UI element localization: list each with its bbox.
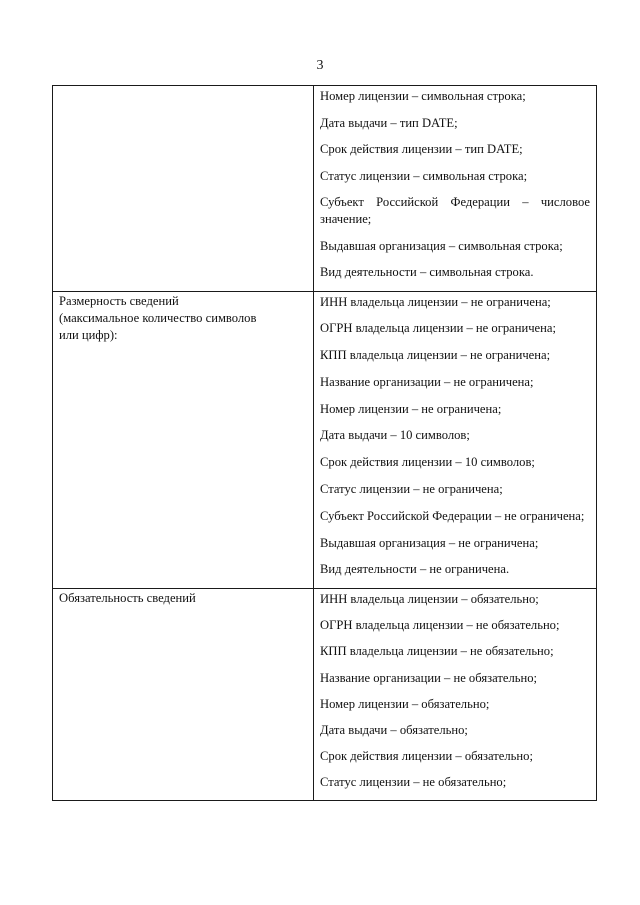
list-item: Выдавшая организация – символьная строка;	[320, 238, 563, 253]
list-item: ОГРН владельца лицензии – не ограничена;	[320, 321, 556, 336]
list-item: Вид деятельности – символьная строка.	[320, 265, 534, 279]
list-item: Срок действия лицензии – тип DATE;	[320, 142, 523, 156]
list-item: Дата выдачи – обязательно;	[320, 722, 468, 737]
list-item: Статус лицензии – не ограничена;	[320, 482, 503, 497]
list-item: КПП владельца лицензии – не обязательно;	[320, 644, 554, 659]
row-values-cell	[314, 86, 597, 292]
list-item: Статус лицензии – символьная строка;	[320, 168, 528, 183]
list-item: Номер лицензии – обязательно;	[320, 696, 490, 711]
row-label-cell	[53, 291, 314, 589]
table-row	[53, 86, 597, 292]
list-item: Субъект Российской Федерации – не ограничена;	[320, 508, 585, 523]
list-item: ИНН владельца лицензии – обязательно;	[320, 592, 539, 607]
row-label: Обязательность сведений	[59, 591, 196, 606]
row-label-cell	[53, 589, 314, 801]
page-number: 3	[316, 58, 324, 73]
row-values-cell	[314, 291, 597, 589]
list-item: Название организации – не обязательно;	[320, 670, 538, 685]
list-item: Выдавшая организация – не ограничена;	[320, 535, 539, 550]
list-item: Дата выдачи – 10 символов;	[320, 428, 470, 443]
row-label-cell	[53, 86, 314, 292]
list-item: Статус лицензии – не обязательно;	[320, 774, 507, 789]
list-item: ОГРН владельца лицензии – не обязательно;	[320, 618, 560, 633]
table-row	[53, 291, 597, 589]
list-item: КПП владельца лицензии – не ограничена;	[320, 348, 551, 363]
row-label: Размерность сведений (максимальное количество символов или цифр):	[59, 293, 257, 342]
list-item: Номер лицензии – не ограничена;	[320, 401, 502, 416]
list-item: ИНН владельца лицензии – не ограничена;	[320, 294, 551, 309]
list-item: Название организации – не ограничена;	[320, 374, 534, 389]
table-row	[53, 589, 597, 801]
list-item: Номер лицензии – символьная строка;	[320, 89, 526, 103]
list-item: Субъект Российской Федерации – числовое значение;	[320, 195, 590, 226]
list-item: Дата выдачи – тип DATE;	[320, 115, 458, 130]
list-item: Срок действия лицензии – 10 символов;	[320, 455, 535, 470]
requirements-table	[52, 85, 597, 801]
list-item: Срок действия лицензии – обязательно;	[320, 748, 533, 763]
row-values-cell	[314, 589, 597, 801]
list-item: Вид деятельности – не ограничена.	[320, 562, 510, 577]
